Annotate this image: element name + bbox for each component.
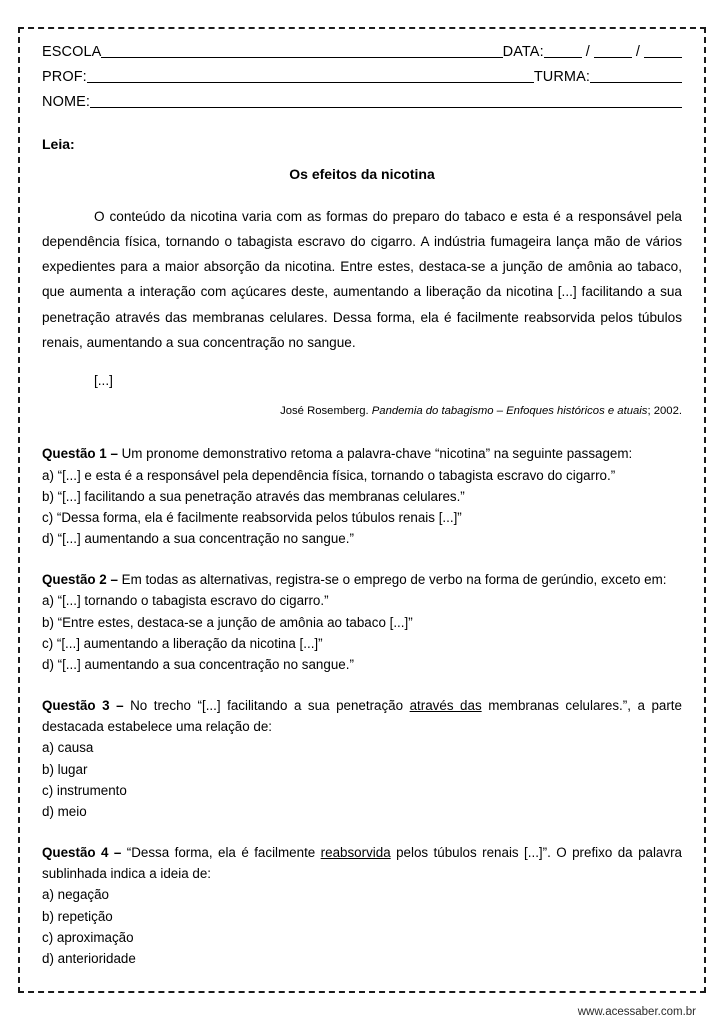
question-2-alt-a[interactable]: a) “[...] tornando o tabagista escravo do cigarro.” <box>42 593 329 609</box>
attribution <box>42 404 682 420</box>
question-3-stem <box>42 695 682 737</box>
question-4-alt-a[interactable]: a) negação <box>42 887 110 903</box>
question-3-alt-c[interactable]: c) instrumento <box>42 782 127 798</box>
reading-paragraph: O conteúdo da nicotina varia com as formas do preparo do tabaco e esta é a responsável pela dependência física, tornando o tabagista escravo do cigarro. A indústria fumageira lança mão de vários expedientes para a maior absorção da nicotina. Entre estes, destaca-se a junção de amônia ao tabaco, que aumenta a interação com açúcares deste, aumentando a liberação da nicotina [...] facilitando a sua penetração através das membranas celulares. Dessa forma, ela é facilmente reabsorvida pelos túbulos renais, aumentando a sua concentração no sangue. <box>42 209 682 350</box>
data-year-line[interactable] <box>644 43 682 58</box>
question-3-underlined-term: através das <box>409 698 482 714</box>
question-2-alt-b[interactable]: b) “Entre estes, destaca-se a junção de amônia ao tabaco [...]” <box>42 614 413 630</box>
question-4-alt-d[interactable]: d) anterioridade <box>42 951 136 966</box>
prof-input-line[interactable] <box>87 68 534 83</box>
question-1-alt-c[interactable]: c) “Dessa forma, ela é facilmente reabsorvida pelos túbulos renais [...]” <box>42 509 462 525</box>
text-title: Os efeitos da nicotina <box>289 166 435 182</box>
question-4-alt-c[interactable]: c) aproximação <box>42 929 134 945</box>
reading-ellipsis: [...] <box>94 373 113 389</box>
question-2-text: Em todas as alternativas, registra-se o emprego de verbo na forma de gerúndio, exceto em: <box>121 572 667 588</box>
attribution-work: Pandemia do tabagismo – Enfoques históricos e atuais <box>371 404 648 417</box>
question-2-alt-c[interactable]: c) “[...] aumentando a liberação da nicotina [...]” <box>42 635 323 651</box>
nome-label: NOME: <box>42 94 91 110</box>
data-month-line[interactable] <box>594 43 632 58</box>
question-4-stem <box>42 842 682 884</box>
attribution-author: José Rosemberg. <box>280 404 372 417</box>
leia-label: Leia: <box>42 136 75 152</box>
question-4-number: Questão 4 – <box>42 845 127 861</box>
question-3-alt-b[interactable]: b) lugar <box>42 761 88 777</box>
question-3-text-part2: membranas celulares.”, a parte destacada estabelece uma relação de: <box>42 698 682 735</box>
worksheet-sheet-border <box>18 27 706 993</box>
question-4-alt-b[interactable]: b) repetição <box>42 908 113 924</box>
escola-input-line[interactable] <box>101 43 502 58</box>
question-1 <box>42 443 682 549</box>
nome-input-line[interactable] <box>90 93 682 108</box>
question-2 <box>42 569 682 675</box>
question-1-stem <box>42 443 682 464</box>
question-3-alt-a[interactable]: a) causa <box>42 740 94 756</box>
question-4-text-part1: “Dessa forma, ela é facilmente <box>126 845 321 861</box>
prof-label: PROF: <box>42 69 87 85</box>
question-1-alt-a[interactable]: a) “[...] e esta é a responsável pela dependência física, tornando o tabagista escravo do cigarro.” <box>42 467 616 483</box>
turma-input-line[interactable] <box>590 68 682 83</box>
form-row-escola-data <box>42 43 682 60</box>
question-4 <box>42 842 682 969</box>
question-3-text-part1: No trecho “[...] facilitando a sua penetração <box>130 698 410 714</box>
question-3-alt-d[interactable]: d) meio <box>42 803 87 819</box>
attribution-tail: ; 2002. <box>647 404 682 417</box>
footer-site-url[interactable]: www.acessaber.com.br <box>577 1006 696 1018</box>
date-separator-1: / <box>585 44 590 60</box>
question-1-alt-b[interactable]: b) “[...] facilitando a sua penetração através das membranas celulares.” <box>42 488 465 504</box>
question-2-number: Questão 2 – <box>42 572 122 588</box>
question-2-stem <box>42 569 682 590</box>
question-4-text-part2: pelos túbulos renais [...]”. O prefixo da palavra sublinhada indica a ideia de: <box>42 845 682 882</box>
escola-label: ESCOLA <box>42 44 102 60</box>
question-3 <box>42 695 682 822</box>
question-1-alt-d[interactable]: d) “[...] aumentando a sua concentração no sangue.” <box>42 531 354 547</box>
question-4-underlined-term: reabsorvida <box>320 845 391 861</box>
data-label: DATA: <box>502 44 544 60</box>
question-3-number: Questão 3 – <box>42 698 131 714</box>
form-row-nome <box>42 93 682 110</box>
data-day-line[interactable] <box>544 43 582 58</box>
question-1-text: Um pronome demonstrativo retoma a palavra-chave “nicotina” na seguinte passagem: <box>121 446 633 462</box>
form-row-prof-turma <box>42 68 682 85</box>
question-1-number: Questão 1 – <box>42 446 122 462</box>
date-separator-2: / <box>635 44 640 60</box>
turma-label: TURMA: <box>533 69 590 85</box>
question-2-alt-d[interactable]: d) “[...] aumentando a sua concentração no sangue.” <box>42 656 354 672</box>
